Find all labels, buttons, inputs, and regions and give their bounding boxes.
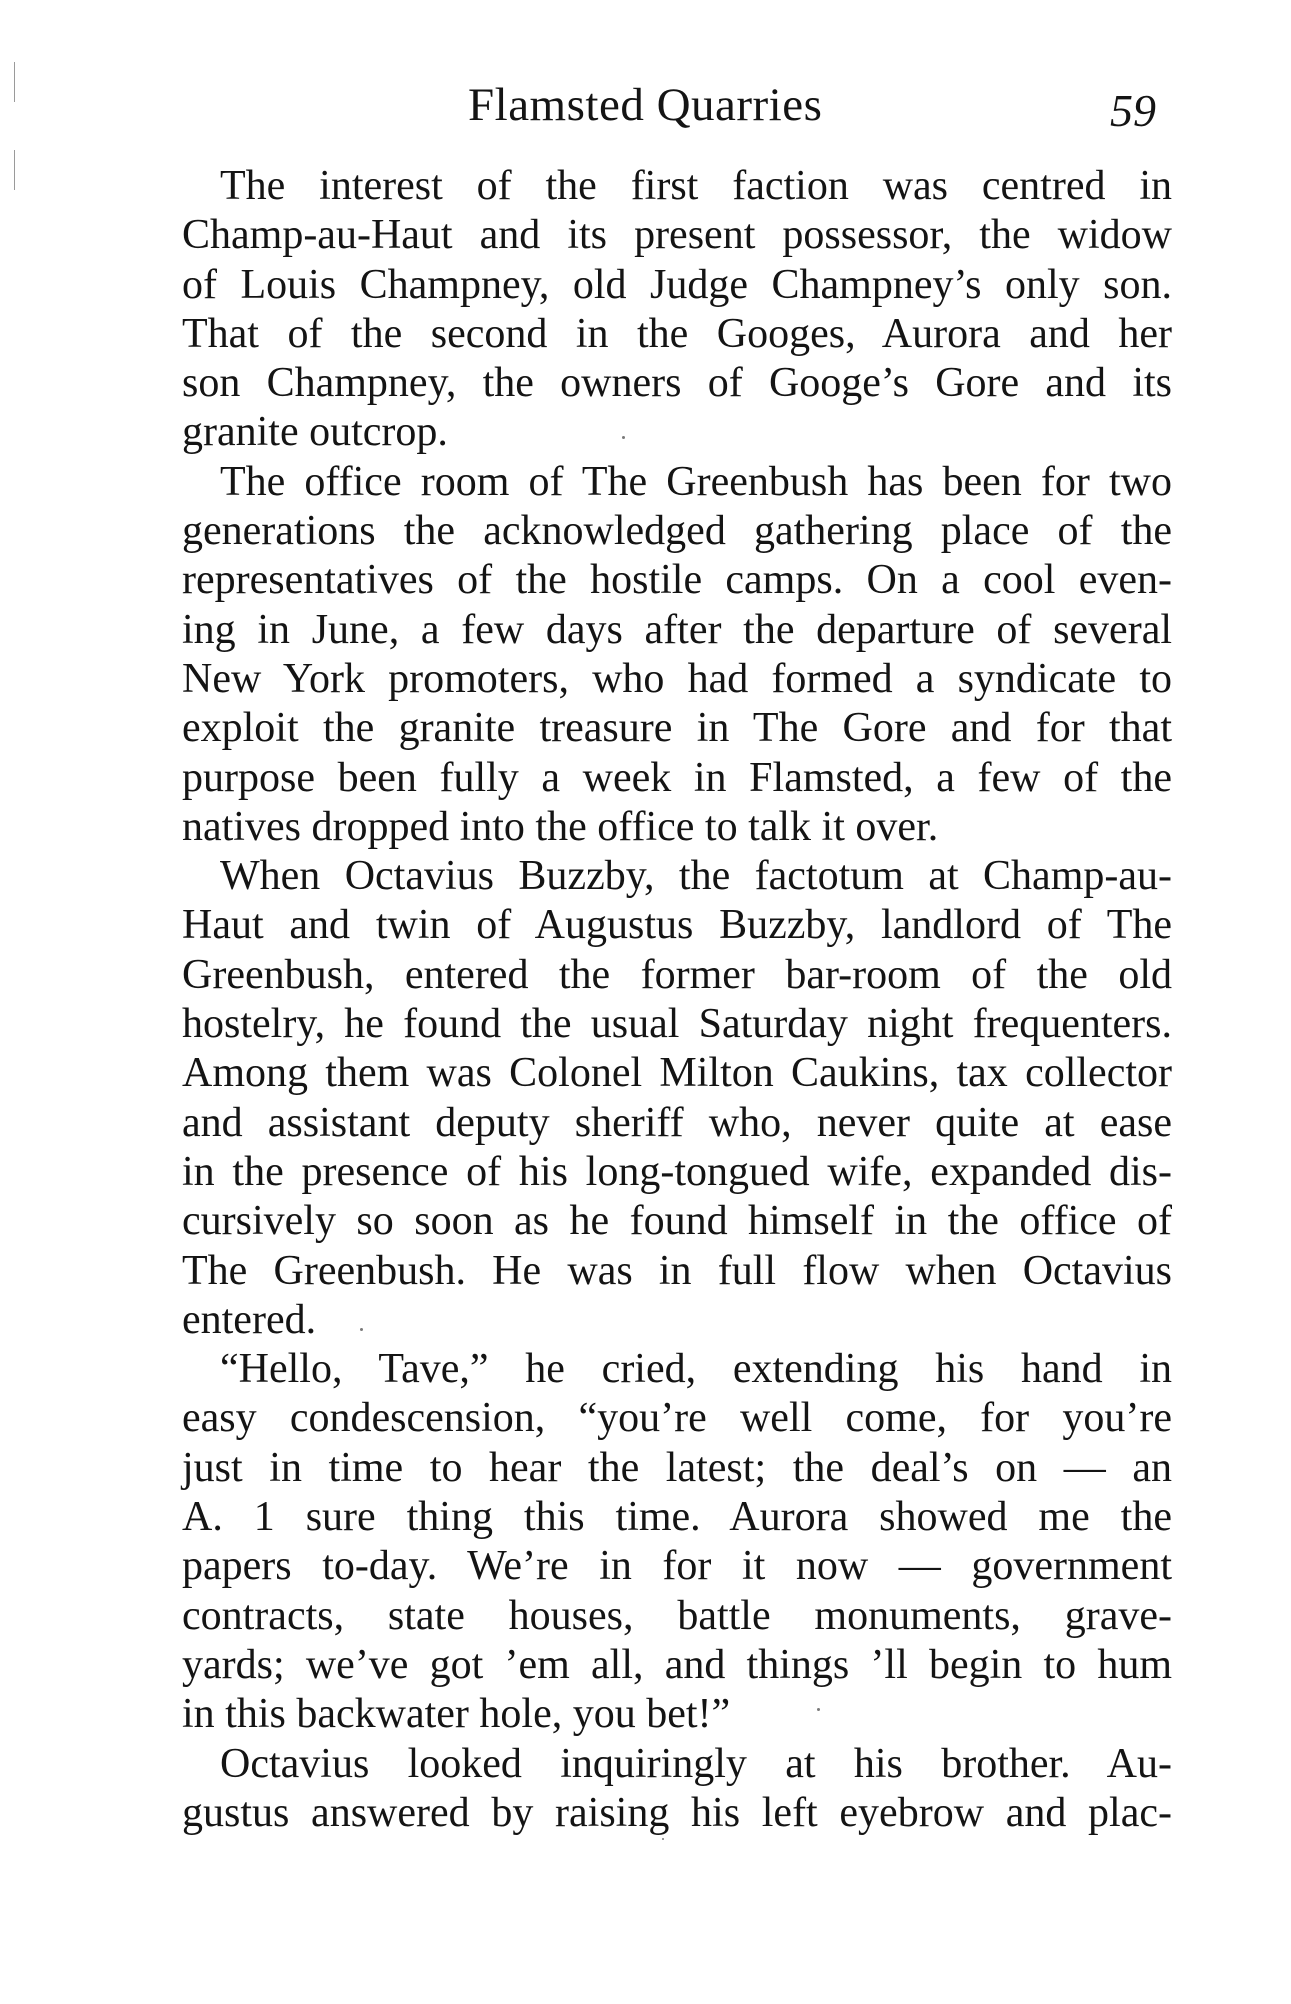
ink-speck [622,436,625,439]
text-line: New York promoters, who had formed a syndicate to [182,655,1172,702]
ink-speck [662,1838,664,1840]
text-line: representatives of the hostile camps. On a cool even- [182,557,1172,604]
text-line: yards; we’ve got ’em all, and things ’ll begin to hum [182,1641,1172,1688]
text-line: Champ-au-Haut and its present possessor, the widow [182,212,1172,259]
text-line: generations the acknowledged gathering place of the [182,508,1172,555]
text-line: “Hello, Tave,” he cried, extending his hand in [220,1346,1172,1393]
text-line: natives dropped into the office to talk it over. [182,803,939,850]
text-line: gustus answered by raising his left eyebrow and plac- [182,1789,1172,1836]
paragraph [182,1345,1172,1739]
text-line: contracts, state houses, battle monuments, grave- [182,1592,1172,1639]
paragraph [182,458,1172,852]
running-head-title: Flamsted Quarries [468,79,823,131]
text-line: of Louis Champney, old Judge Champney’s only son. [182,261,1172,308]
margin-scan-mark [14,150,15,190]
body-text [182,162,1172,1838]
text-line: in this backwater hole, you bet!” [182,1691,731,1738]
text-line: That of the second in the Googes, Aurora and her [182,310,1172,357]
text-line: purpose been fully a week in Flamsted, a few of the [182,754,1172,801]
text-line: ing in June, a few days after the departure of several [182,606,1172,653]
text-line: exploit the granite treasure in The Gore and for that [182,705,1172,752]
text-line: Among them was Colonel Milton Caukins, tax collector [182,1050,1172,1097]
text-line: When Octavius Buzzby, the factotum at Champ-au- [220,853,1172,900]
text-line: in the presence of his long-tongued wife, expanded dis- [182,1148,1172,1195]
text-line: papers to-day. We’re in for it now — government [182,1543,1172,1590]
text-line: entered. [182,1296,317,1343]
paragraph [182,162,1172,458]
paragraph [182,852,1172,1345]
running-head [0,78,1291,138]
text-line: Haut and twin of Augustus Buzzby, landlord of The [182,902,1172,949]
text-line: son Champney, the owners of Googe’s Gore and its [182,360,1172,407]
text-line: A. 1 sure thing this time. Aurora showed me the [182,1494,1172,1541]
text-line: Greenbush, entered the former bar-room of the old [182,951,1172,998]
text-line: hostelry, he found the usual Saturday night frequenters. [182,1001,1172,1048]
text-line: The interest of the first faction was centred in [220,163,1172,209]
text-line: Octavius looked inquiringly at his brother. Au- [220,1740,1172,1787]
text-line: just in time to hear the latest; the deal’s on — an [182,1444,1172,1491]
ink-speck [360,1328,363,1331]
paragraph [182,1740,1172,1839]
text-line: The Greenbush. He was in full flow when Octavius [182,1247,1172,1294]
page-number: 59 [1110,85,1156,136]
text-line: The office room of The Greenbush has been for two [220,458,1172,505]
text-line: cursively so soon as he found himself in the office of [182,1198,1172,1245]
ink-speck [817,1708,820,1711]
text-line: and assistant deputy sheriff who, never quite at ease [182,1099,1172,1146]
text-line: granite outcrop. [182,409,448,456]
text-line: easy condescension, “you’re well come, for you’re [182,1395,1172,1442]
